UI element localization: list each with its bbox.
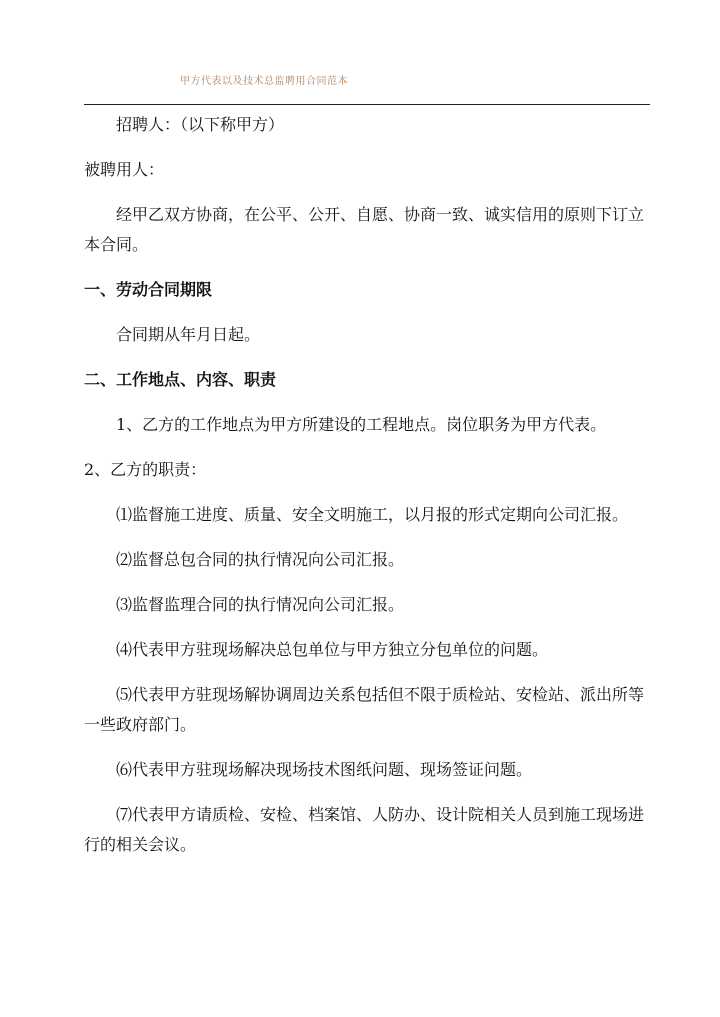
intro-paragraph: 经甲乙双方协商，在公平、公开、自愿、协商一致、诚实信用的原则下订立本合同。 (84, 205, 645, 254)
section-heading-term: 一、劳动合同期限 (84, 280, 213, 299)
header-divider (84, 104, 650, 105)
document-header-title: 甲方代表以及技术总监聘用合同范本 (180, 76, 348, 87)
duty-item: ⑷代表甲方驻现场解决总包单位与甲方独立分包单位的问题。 (116, 640, 549, 659)
duty-item: ⑸代表甲方驻现场解协调周边关系包括但不限于质检站、安检站、派出所等一些政府部门。 (84, 685, 645, 734)
duty-item: ⑹代表甲方驻现场解决现场技术图纸问题、现场签证问题。 (116, 760, 533, 779)
employer-line: 招聘人：（以下称甲方） (116, 115, 285, 134)
work-location-item: 1、乙方的工作地点为甲方所建设的工程地点。岗位职务为甲方代表。 (116, 415, 607, 434)
document-body (84, 110, 644, 860)
duty-item: ⑺代表甲方请质检、安检、档案馆、人防办、设计院相关人员到施工现场进行的相关会议。 (84, 805, 645, 854)
employee-line: 被聘用人： (84, 160, 165, 179)
duty-item: ⑶监督监理合同的执行情况向公司汇报。 (116, 595, 405, 614)
duties-heading: 2、乙方的职责： (84, 460, 207, 479)
section-heading-work: 二、工作地点、内容、职责 (84, 370, 277, 389)
duty-item: ⑴监督施工进度、质量、安全文明施工，以月报的形式定期向公司汇报。 (116, 505, 629, 524)
contract-term-text: 合同期从年月日起。 (116, 325, 261, 344)
duty-item: ⑵监督总包合同的执行情况向公司汇报。 (116, 550, 405, 569)
